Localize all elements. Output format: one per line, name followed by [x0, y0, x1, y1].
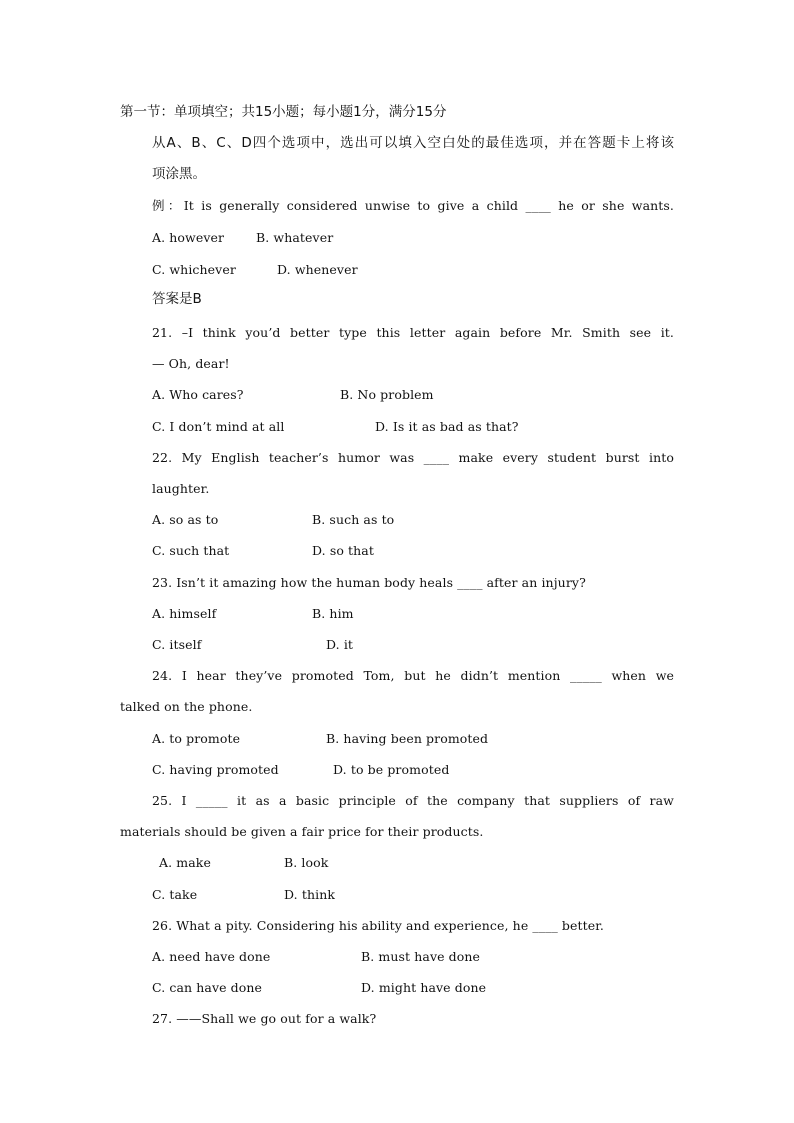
- question-25-option-b: B. look: [284, 855, 329, 870]
- question-24-option-b: B. having been promoted: [326, 731, 489, 746]
- question-25-option-a: A. make: [159, 855, 211, 870]
- question-21-stem-line-2: — Oh, dear!: [152, 356, 230, 371]
- question-22-option-c: C. such that: [152, 543, 230, 558]
- example-option-b: B. whatever: [256, 230, 334, 245]
- question-22-option-b: B. such as to: [312, 512, 395, 527]
- example-option-d: D. whenever: [277, 262, 358, 277]
- question-23-stem: 23. Isn’t it amazing how the human body heals ____ after an injury?: [152, 575, 586, 590]
- question-24-stem-line-2: talked on the phone.: [120, 699, 253, 714]
- example-stem: 例：It is generally considered unwise to give a child ____ he or she wants.: [152, 198, 674, 213]
- question-24-stem: 24. I hear they’ve promoted Tom, but he didn’t mention _____ when we: [152, 668, 674, 683]
- question-26-option-a: A. need have done: [152, 949, 271, 964]
- instructions-line-2: 项涂黑。: [152, 166, 206, 182]
- question-21-option-b: B. No problem: [340, 387, 434, 402]
- question-24-option-a: A. to promote: [152, 731, 241, 746]
- question-21-option-c: C. I don’t mind at all: [152, 419, 285, 434]
- question-26-option-d: D. might have done: [361, 980, 487, 995]
- question-22-stem-line-2: laughter.: [152, 481, 210, 496]
- question-26-stem: 26. What a pity. Considering his ability and experience, he ____ better.: [152, 918, 604, 933]
- question-25-option-c: C. take: [152, 887, 198, 902]
- question-24-option-d: D. to be promoted: [333, 762, 450, 777]
- question-25-stem: 25. I _____ it as a basic principle of the company that suppliers of raw: [152, 793, 674, 808]
- question-23-option-d: D. it: [326, 637, 354, 652]
- question-23-option-c: C. itself: [152, 637, 202, 652]
- question-23-option-a: A. himself: [152, 606, 217, 621]
- question-21-option-a: A. Who cares?: [152, 387, 244, 402]
- question-22-stem: 22. My English teacher’s humor was ____ make every student burst into: [152, 450, 674, 465]
- question-22-option-a: A. so as to: [152, 512, 219, 527]
- question-24-option-c: C. having promoted: [152, 762, 279, 777]
- section-title: 第一节：单项填空；共15小题；每小题1分，满分15分: [120, 104, 447, 120]
- example-option-a: A. however: [152, 230, 225, 245]
- example-option-c: C. whichever: [152, 262, 236, 277]
- question-23-option-b: B. him: [312, 606, 354, 621]
- question-26-option-c: C. can have done: [152, 980, 263, 995]
- question-25-stem-line-2: materials should be given a fair price for their products.: [120, 824, 484, 839]
- question-21-option-d: D. Is it as bad as that?: [375, 419, 519, 434]
- question-27-stem: 27. ——Shall we go out for a walk?: [152, 1011, 377, 1026]
- question-25-option-d: D. think: [284, 887, 336, 902]
- example-answer: 答案是B: [152, 291, 202, 307]
- question-26-option-b: B. must have done: [361, 949, 481, 964]
- instructions-line-1: 从A、B、C、D四个选项中，选出可以填入空白处的最佳选项，并在答题卡上将该: [152, 135, 674, 151]
- question-22-option-d: D. so that: [312, 543, 374, 558]
- question-21-stem: 21. –I think you’d better type this letter again before Mr. Smith see it.: [152, 325, 674, 340]
